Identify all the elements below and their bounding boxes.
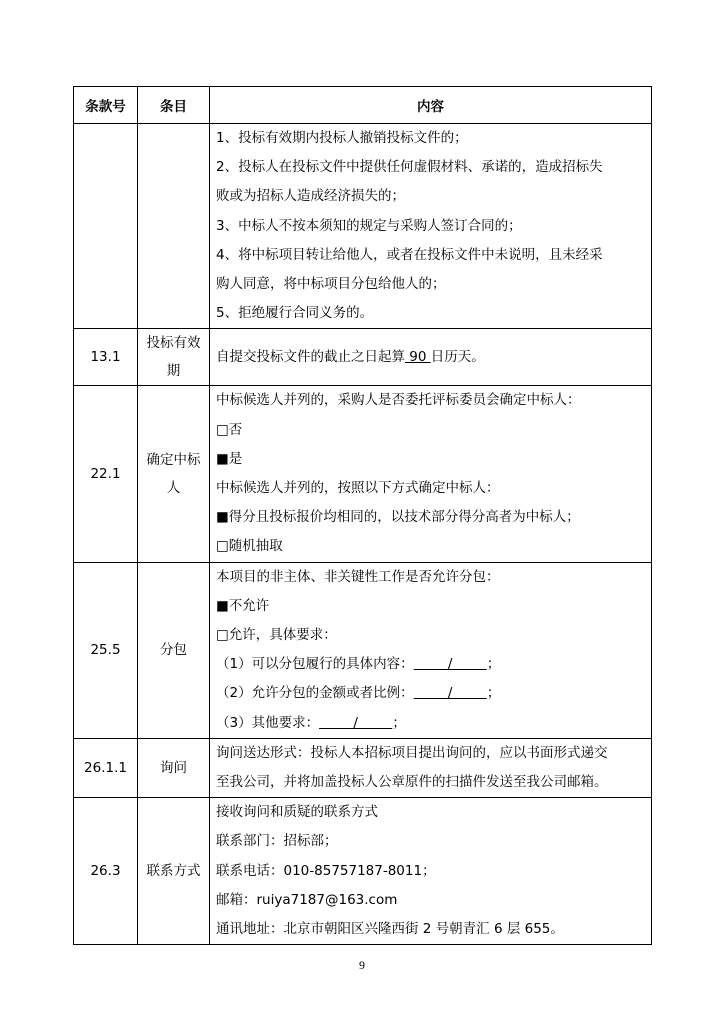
detail-end: ； <box>392 714 406 731</box>
header-content: 内容 <box>210 87 652 124</box>
clause-item <box>138 329 210 386</box>
table-row <box>74 562 652 738</box>
clause-number: 22.1 <box>74 386 138 562</box>
checkbox-option-yes: ■是 <box>216 450 243 467</box>
content-line: 5、拒绝履行合同义务的。 <box>216 305 374 322</box>
validity-suffix: 日历天。 <box>430 348 485 365</box>
content-line: 至我公司，并将加盖投标人公章原件的扫描件发送至我公司邮箱。 <box>216 774 608 791</box>
clause-item: 联系方式 <box>138 798 210 945</box>
table-row <box>74 124 652 329</box>
clause-number: 13.1 <box>74 329 138 386</box>
content-line: 4、将中标项目转让给他人，或者在投标文件中未说明，且未经采 <box>216 246 603 263</box>
clause-content <box>210 124 652 329</box>
content-line <box>216 343 647 372</box>
clause-item <box>138 124 210 329</box>
content-line: 败或为招标人造成经济损失的； <box>216 188 405 205</box>
table-header-row <box>74 87 652 124</box>
clause-number: 26.3 <box>74 798 138 945</box>
page-number: 9 <box>359 958 365 972</box>
item-line: 投标有效 <box>146 335 201 352</box>
contact-email: 邮箱：ruiya7187@163.com <box>216 891 398 908</box>
clause-content <box>210 329 652 386</box>
content-line: 本项目的非主体、非关键性工作是否允许分包： <box>216 568 500 585</box>
clause-number: 25.5 <box>74 562 138 738</box>
header-item: 条目 <box>138 87 210 124</box>
detail-label: （2）允许分包的金额或者比例： <box>216 685 414 702</box>
detail-end: ； <box>486 685 501 702</box>
content-line: 中标候选人并列的，按照以下方式确定中标人： <box>216 480 500 497</box>
checkbox-option-not-allowed: ■不允许 <box>216 597 270 614</box>
detail-value: / <box>413 685 487 702</box>
content-line: 3、中标人不按本须知的规定与采购人签订合同的； <box>216 217 522 234</box>
clause-content <box>210 798 652 945</box>
content-line: 中标候选人并列的，采购人是否委托评标委员会确定中标人： <box>216 392 581 409</box>
clause-item: 询问 <box>138 738 210 797</box>
validity-days-value: 90 <box>405 348 431 365</box>
item-line: 确定中标 <box>146 452 201 469</box>
contact-address: 通讯地址：北京市朝阳区兴隆西街 2 号朝青汇 6 层 655。 <box>216 921 564 938</box>
item-line: 人 <box>166 480 181 497</box>
table-row <box>74 329 652 386</box>
content-line: 2、投标人在投标文件中提供任何虚假材料、承诺的，造成招标失 <box>216 159 603 176</box>
clause-content <box>210 562 652 738</box>
subcontract-detail <box>216 679 647 708</box>
content-line: 购人同意，将中标项目分包给他人的； <box>216 276 446 293</box>
detail-end: ； <box>486 656 501 673</box>
checkbox-option-allowed: □允许，具体要求： <box>216 627 337 644</box>
content-line: 1、投标有效期内投标人撤销投标文件的； <box>216 130 468 146</box>
clause-item <box>138 386 210 562</box>
detail-value: / <box>413 656 487 673</box>
detail-value: / <box>319 714 393 731</box>
clause-item: 分包 <box>138 562 210 738</box>
detail-label: （1）可以分包履行的具体内容： <box>216 656 414 673</box>
content-line: 询问送达形式：投标人本招标项目提出询问的，应以书面形式递交 <box>216 744 608 761</box>
table-row <box>74 738 652 797</box>
clause-table <box>73 86 652 945</box>
checkbox-option-no: □否 <box>216 421 243 438</box>
item-line: 期 <box>166 363 181 380</box>
content-line: 接收询问和质疑的联系方式 <box>216 804 378 821</box>
contact-phone: 联系电话：010-85757187-8011； <box>216 862 436 879</box>
detail-label: （3）其他要求： <box>216 714 320 731</box>
clause-number: 26.1.1 <box>74 738 138 797</box>
validity-prefix: 自提交投标文件的截止之日起算 <box>216 348 405 365</box>
subcontract-detail <box>216 709 647 738</box>
clause-number <box>74 124 138 329</box>
clause-content <box>210 386 652 562</box>
checkbox-option-random: □随机抽取 <box>216 538 283 555</box>
header-clause-no: 条款号 <box>74 87 138 124</box>
table-row <box>74 798 652 945</box>
subcontract-detail <box>216 650 647 679</box>
contact-department: 联系部门：招标部； <box>216 833 338 850</box>
checkbox-option-score: ■得分且投标报价均相同的，以技术部分得分高者为中标人； <box>216 509 580 526</box>
clause-content <box>210 738 652 797</box>
table-row <box>74 386 652 562</box>
